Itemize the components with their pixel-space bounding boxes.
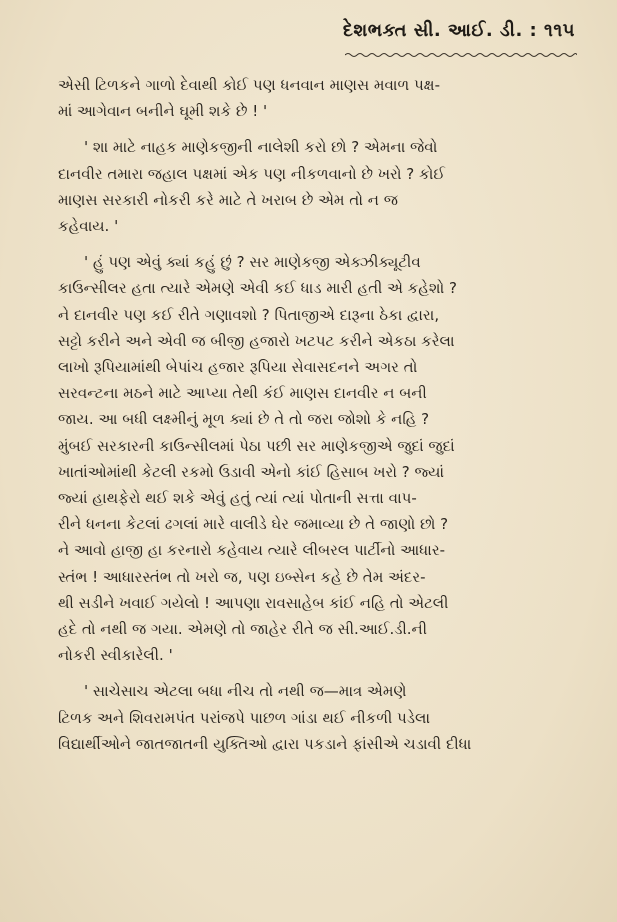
text-line: ને આવો હાજી હા કરનારો કહેવાય ત્યારે લીબરલ પાર્ટીનો આધાર- xyxy=(58,541,446,560)
paragraph xyxy=(58,249,578,668)
text-line: હદે તો નથી જ ગયા. એમણે તો જાહેર રીતે જ સી.આઈ.ડી.ની xyxy=(58,620,427,639)
body-text xyxy=(58,72,578,767)
text-line: નોકરી સ્વીકારેલી. ' xyxy=(58,646,173,665)
text-line: મુંબઈ સરકારની કાઉન્સીલમાં પેઠા પછી સર માણેકજીએ જુદાં જુદાં xyxy=(58,436,455,455)
text-line: સરવન્ટના મઠને માટે આપ્યા તેથી કંઈ માણસ દાનવીર ન બની xyxy=(58,384,427,403)
text-line: ને દાનવીર પણ કઈ રીતે ગણાવશો ? પિતાજીએ દારૂના ઠેકા દ્વારા, xyxy=(58,305,440,324)
text-line: ટિળક અને શિવરામપંત પરાંજપે પાછળ ગાંડા થઈ નીકળી પડેલા xyxy=(58,708,431,727)
text-line: એસી ટિળકને ગાળો દેવાથી કોઈ પણ ધનવાન માણસ મવાળ પક્ષ- xyxy=(58,76,440,94)
text-line: માણસ સરકારી નોકરી કરે માટે તે ખરાબ છે એમ તો ન જ xyxy=(58,190,398,209)
text-line: માં આગેવાન બનીને ઘૂમી શકે છે ! ' xyxy=(58,102,268,121)
text-line: દાનવીર તમારા જહાલ પક્ષમાં એક પણ નીકળવાનો છે ખરો ? કોઈ xyxy=(58,164,445,183)
running-head: દેશભક્ત સી. આઈ. ડી. : ૧૧૫ xyxy=(342,20,575,41)
text-line: વિદ્યાર્થીઓને જાતજાતની યુક્તિઓ દ્વારા પકડાને ફાંસીએ ચડાવી દીધા xyxy=(58,734,472,753)
text-line: સ્તંભ ! આધારસ્તંભ તો ખરો જ, પણ ઇબ્સેન કહે છે તેમ અંદર- xyxy=(58,567,426,586)
text-line: રીને ધનના કેટલાં ઢગલાં મારે વાલીડે ઘેર જમાવ્યા છે તે જાણો છો ? xyxy=(58,515,449,534)
text-line: જ્યાં હાથફેરો થઈ શકે એવું હતું ત્યાં ત્યાં પોતાની સત્તા વાપ- xyxy=(58,489,417,508)
text-line: જાય. આ બધી લક્ષ્મીનું મૂળ ક્યાં છે તે તો જરા જોશો કે નહિ ? xyxy=(58,410,430,429)
text-line: ખાતાંઓમાંથી કેટલી રકમો ઉડાવી એનો કાંઈ હિસાબ ખરો ? જ્યાં xyxy=(58,462,445,481)
text-line: સટ્ટો કરીને અને એવી જ બીજી હજારો ખટપટ કરીને એકઠા કરેલા xyxy=(58,331,455,350)
text-line: કાઉન્સીલર હતા ત્યારે એમણે એવી કઈ ધાડ મારી હતી એ કહેશો ? xyxy=(58,279,457,298)
paragraph xyxy=(58,678,578,757)
text-line: ' સાચેસાચ એટલા બધા નીચ તો નથી જ—માત્ર એમણે xyxy=(84,682,407,701)
text-line: ' શા માટે નાહક માણેકજીની નાલેશી કરો છો ? એમના જેવો xyxy=(84,138,438,157)
text-line: લાખો રૂપિયામાંથી બેપાંચ હજાર રૂપિયા સેવાસદનને અગર તો xyxy=(58,358,418,377)
paragraph xyxy=(58,134,578,239)
text-line: કહેવાય. ' xyxy=(58,217,119,236)
text-line: ' હું પણ એવું ક્યાં કહું છું ? સર માણેકજી એક્ઝીક્યૂટીવ xyxy=(84,253,421,272)
paragraph xyxy=(58,72,578,124)
text-line: થી સડીને ખવાઈ ગયેલો ! આપણા રાવસાહેબ કાંઈ નહિ તો એટલી xyxy=(58,593,449,612)
decorative-wavy-rule xyxy=(345,52,577,58)
